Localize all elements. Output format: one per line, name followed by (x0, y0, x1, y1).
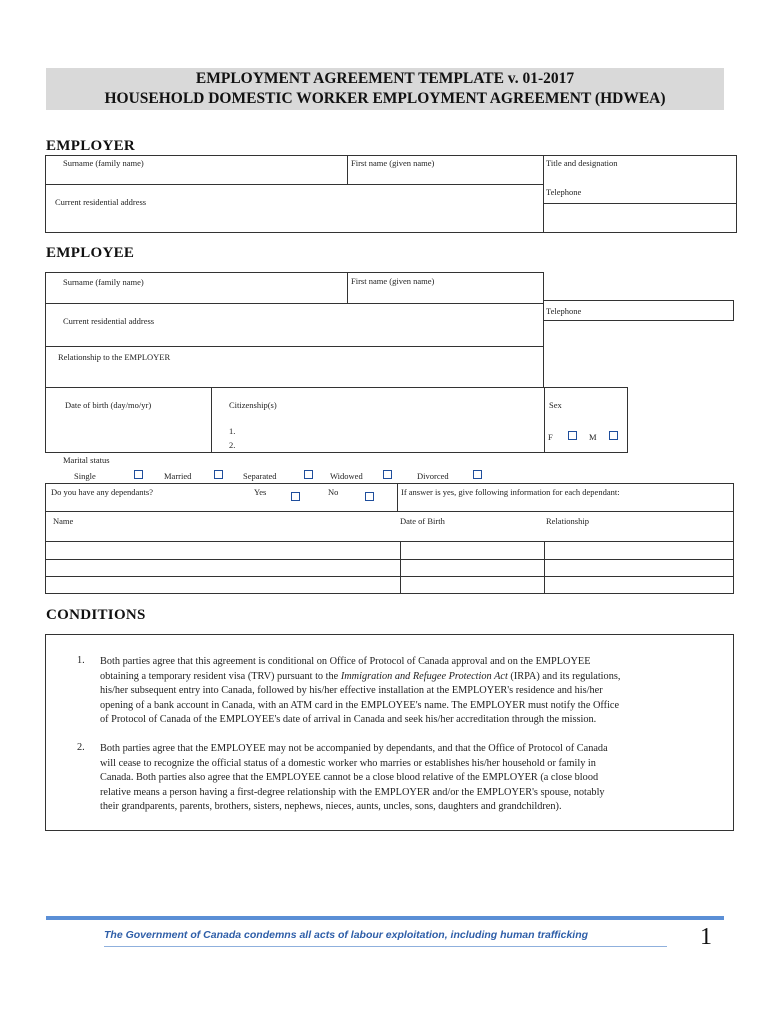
condition-2-number: 2. (77, 742, 85, 753)
condition-1-number: 1. (77, 655, 85, 666)
employee-first-name-field[interactable]: First name (given name) (351, 276, 435, 286)
condition-2-line-5: their grandparents, parents, brothers, sisters, nephews, nieces, aunts, uncles, sons, daughters and grandchildren). (100, 801, 562, 813)
employee-relationship-field[interactable]: Relationship to the EMPLOYER (58, 352, 171, 362)
dependants-question: Do you have any dependants? (51, 487, 153, 497)
condition-2-line-3: Canada. Both parties also agree that the EMPLOYEE cannot be a close blood relative of the EMPLOYER (a close blood (100, 772, 599, 784)
employer-telephone-field[interactable]: Telephone (546, 187, 582, 197)
document-subtitle: HOUSEHOLD DOMESTIC WORKER EMPLOYMENT AGREEMENT (HDWEA) (104, 90, 666, 107)
page-number: 1 (700, 924, 712, 950)
conditions-section-title: CONDITIONS (46, 607, 146, 623)
condition-2-line-2: will cease to recognize the official status of a domestic worker who marries or establishes his/her household or family in (100, 757, 596, 769)
document-title: EMPLOYMENT AGREEMENT TEMPLATE v. 01-2017 (195, 70, 575, 87)
footer-statement: The Government of Canada condemns all acts of labour exploitation, including human trafficking (104, 929, 589, 941)
sex-f-checkbox[interactable] (568, 431, 577, 440)
marital-widowed-label: Widowed (330, 471, 363, 481)
citizenship-line-2: 2. (229, 440, 236, 450)
condition-1-line-2: obtaining a temporary resident visa (TRV) pursuant to the Immigration and Refugee Protection Act (IRPA) and its regulations, (100, 670, 621, 682)
sex-m-checkbox[interactable] (609, 431, 618, 440)
marital-separated-checkbox[interactable] (304, 470, 313, 479)
marital-married-label: Married (164, 471, 192, 481)
condition-2-line-1: Both parties agree that the EMPLOYEE may not be accompanied by dependants, and that the Office of Protocol of Canada (100, 743, 608, 754)
employee-sex-label: Sex (549, 400, 562, 410)
employer-title-field[interactable]: Title and designation (546, 158, 618, 168)
employee-surname-field[interactable]: Surname (family name) (63, 277, 144, 287)
condition-2-line-4: relative means a person having a first-degree relationship with the EMPLOYER and/or the EMPLOYER's spouse, notably (100, 786, 605, 798)
dep-header-dob: Date of Birth (400, 516, 445, 526)
irpa-act-title: Immigration and Refugee Protection Act (340, 670, 508, 682)
dep-header-relationship: Relationship (546, 516, 589, 526)
marital-divorced-label: Divorced (417, 471, 449, 481)
dep-row-1-name-cell[interactable] (46, 542, 400, 559)
marital-single-checkbox[interactable] (134, 470, 143, 479)
footer-underline (104, 946, 667, 947)
sex-f-label: F (548, 432, 553, 442)
marital-single-label: Single (74, 471, 96, 481)
employer-surname-field[interactable]: Surname (family name) (63, 158, 144, 168)
citizenship-line-1: 1. (229, 426, 236, 436)
condition-1-line-3: his/her subsequent entry into Canada, followed by his/her effective installation at the EMPLOYER's residence and his/her (100, 685, 603, 697)
employee-address-field[interactable]: Current residential address (63, 316, 155, 326)
employee-telephone-field[interactable]: Telephone (546, 306, 582, 316)
marital-widowed-checkbox[interactable] (383, 470, 392, 479)
employer-first-name-field[interactable]: First name (given name) (351, 158, 435, 168)
employee-dob-field[interactable]: Date of birth (day/mo/yr) (65, 400, 152, 410)
dependants-no-checkbox[interactable] (365, 492, 374, 501)
footer-rule (46, 916, 724, 920)
marital-status-label: Marital status (63, 455, 110, 465)
marital-divorced-checkbox[interactable] (473, 470, 482, 479)
marital-married-checkbox[interactable] (214, 470, 223, 479)
dep-row-3-name-cell[interactable] (46, 577, 400, 593)
dependants-no-label: No (328, 487, 339, 497)
dependants-note: If answer is yes, give following information for each dependant: (401, 487, 620, 497)
dependants-yes-label: Yes (254, 487, 267, 497)
dependants-yes-checkbox[interactable] (291, 492, 300, 501)
condition-1-line-1: Both parties agree that this agreement is conditional on Office of Protocol of Canada approval and on the EMPLOYEE (100, 656, 591, 667)
employer-address-field[interactable]: Current residential address (55, 197, 147, 207)
sex-m-label: M (589, 432, 597, 442)
employee-citizenship-field[interactable]: Citizenship(s) (229, 400, 277, 410)
marital-separated-label: Separated (243, 471, 277, 481)
condition-1-line-4: opening of a bank account in Canada, with an ATM card in the EMPLOYEE's name. The EMPLOYER must notify the Office (100, 699, 620, 711)
condition-1-line-5: of Protocol of Canada of the EMPLOYEE's date of arrival in Canada and seek his/her accreditation through the mission. (100, 714, 597, 726)
employee-dob-box (45, 387, 628, 453)
dep-row-2-name-cell[interactable] (46, 560, 400, 576)
dep-header-name: Name (53, 516, 74, 526)
employee-section-title: EMPLOYEE (46, 245, 135, 261)
employer-section-title: EMPLOYER (46, 138, 136, 154)
